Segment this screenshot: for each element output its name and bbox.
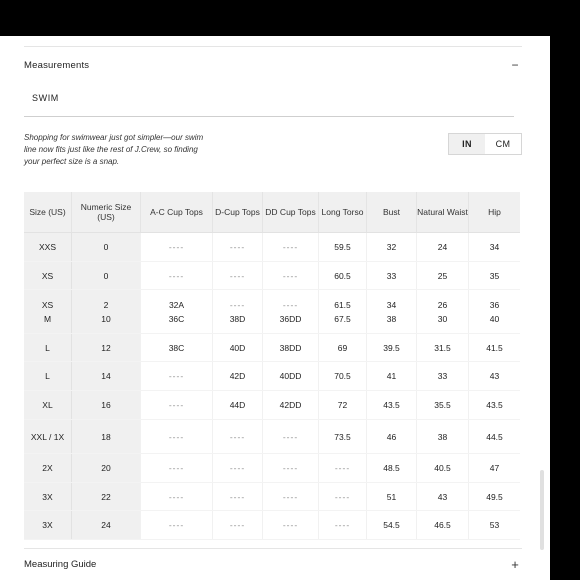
table-row [24,262,520,290]
table-cell: 38 [417,420,469,453]
table-cell: 35.5 [417,391,469,419]
table-cell: ---- [263,483,319,510]
table-cell: 46.5 [417,511,469,539]
table-cell: ---- [141,511,213,539]
table-cell: ---- [141,420,213,453]
table-row [24,334,520,362]
table-cell: 3X [24,483,72,510]
table-cell: 14 [72,362,141,390]
table-cell: ---- [263,420,319,453]
column-header: Numeric Size (US) [72,192,141,232]
measurements-title: Measurements [24,59,90,71]
table-cell: ---- [141,454,213,482]
table-row [24,391,520,420]
table-cell: 24 [72,511,141,539]
table-cell: ---- [141,233,213,261]
table-cell: 40.5 [417,454,469,482]
table-cell: 53 [489,520,500,530]
table-cell: 47 [489,463,500,473]
table-row [24,290,520,334]
intro-text: Shopping for swimwear just got simpler—our swim line now fits just like the rest of J.Crew, so finding your perfect size is a snap. [24,133,204,167]
table-cell: 36 40 [489,299,500,324]
table-cell: ---- [213,511,263,539]
table-row [24,454,520,483]
table-cell: 44.5 [486,431,503,442]
table-header-row [24,192,520,233]
table-cell: 31.5 [417,334,469,361]
table-cell: 18 [72,420,141,453]
table-cell: 40DD [263,362,319,390]
table-cell: 43 [417,483,469,510]
table-cell: 49.5 [486,491,503,502]
table-cell: 70.5 [319,362,367,390]
table-cell: 32 [367,233,417,261]
table-cell: ---- [319,511,367,539]
table-row [24,420,520,454]
measuring-guide-accordion-header[interactable] [24,548,522,579]
table-cell: L [24,362,72,390]
table-cell: 43.5 [367,391,417,419]
column-header: D-Cup Tops [213,192,263,232]
table-cell: 59.5 [319,233,367,261]
table-row [24,362,520,391]
table-cell: 44D [213,391,263,419]
table-cell: 32A 36C [141,290,213,333]
size-table [24,192,520,540]
table-cell: XXL / 1X [24,420,72,453]
table-cell: 34 38 [367,290,417,333]
table-cell: ---- [263,233,319,261]
table-cell: 48.5 [367,454,417,482]
table-cell: 73.5 [319,420,367,453]
table-body [24,233,520,540]
table-cell: 51 [367,483,417,510]
table-cell: 41.5 [486,342,503,353]
table-cell: ---- 38D [213,290,263,333]
table-cell: ---- [263,511,319,539]
tab-swim[interactable]: SWIM [32,93,59,103]
table-cell: 0 [72,233,141,261]
table-cell: ---- [141,262,213,289]
table-cell: 41 [367,362,417,390]
tab-bar [24,88,514,117]
table-cell: ---- [141,362,213,390]
column-header: A-C Cup Tops [141,192,213,232]
unit-in-button[interactable]: IN [449,134,485,154]
measuring-guide-title: Measuring Guide [24,558,97,570]
unit-toggle [448,133,522,155]
table-cell: 12 [72,334,141,361]
table-cell: 0 [72,262,141,289]
table-cell: 43 [489,371,500,381]
table-cell: 61.5 67.5 [319,290,367,333]
column-header: Size (US) [24,192,72,232]
table-cell: 46 [367,420,417,453]
expand-icon[interactable]: + [511,556,519,572]
table-cell: 16 [72,391,141,419]
table-cell: 39.5 [367,334,417,361]
table-cell: 26 30 [417,290,469,333]
table-cell: 2 10 [72,290,141,333]
table-cell: ---- [319,483,367,510]
table-cell: XL [24,391,72,419]
table-cell: 34 [489,242,500,252]
table-cell: XS M [24,290,72,333]
column-header: Hip [488,207,501,217]
measurements-accordion-header[interactable] [24,46,522,77]
table-cell: ---- [141,483,213,510]
table-cell: XS [24,262,72,289]
collapse-icon[interactable]: − [511,58,519,72]
table-cell: 22 [72,483,141,510]
table-cell: 35 [489,270,500,281]
table-cell: ---- [319,454,367,482]
table-cell: 33 [367,262,417,289]
table-cell: 69 [319,334,367,361]
column-header: DD Cup Tops [263,192,319,232]
column-header: Bust [367,192,417,232]
table-cell: L [24,334,72,361]
table-cell: ---- [263,454,319,482]
table-cell: 25 [417,262,469,289]
table-cell: 72 [319,391,367,419]
table-cell: 24 [417,233,469,261]
table-cell: ---- 36DD [263,290,319,333]
table-cell: 43.5 [486,400,503,410]
table-cell: 42DD [263,391,319,419]
size-chart-panel [0,36,550,580]
table-cell: 42D [213,362,263,390]
column-header: Long Torso [319,192,367,232]
table-cell: 2X [24,454,72,482]
table-cell: 33 [417,362,469,390]
table-cell: 40D [213,334,263,361]
table-cell: ---- [213,483,263,510]
table-cell: 60.5 [319,262,367,289]
table-cell: ---- [213,233,263,261]
table-row [24,511,520,540]
table-cell: ---- [213,262,263,289]
table-row [24,483,520,511]
scrollbar-thumb[interactable] [540,470,544,550]
table-cell: 20 [72,454,141,482]
unit-cm-button[interactable]: CM [495,139,511,149]
table-cell: ---- [213,454,263,482]
column-header: Natural Waist [417,192,469,232]
table-cell: 54.5 [367,511,417,539]
table-cell: XXS [24,233,72,261]
table-cell: ---- [263,262,319,289]
table-row [24,233,520,262]
table-cell: 3X [24,511,72,539]
table-cell: ---- [213,420,263,453]
table-cell: 38C [141,334,213,361]
table-cell: ---- [141,391,213,419]
table-cell: 38DD [263,334,319,361]
